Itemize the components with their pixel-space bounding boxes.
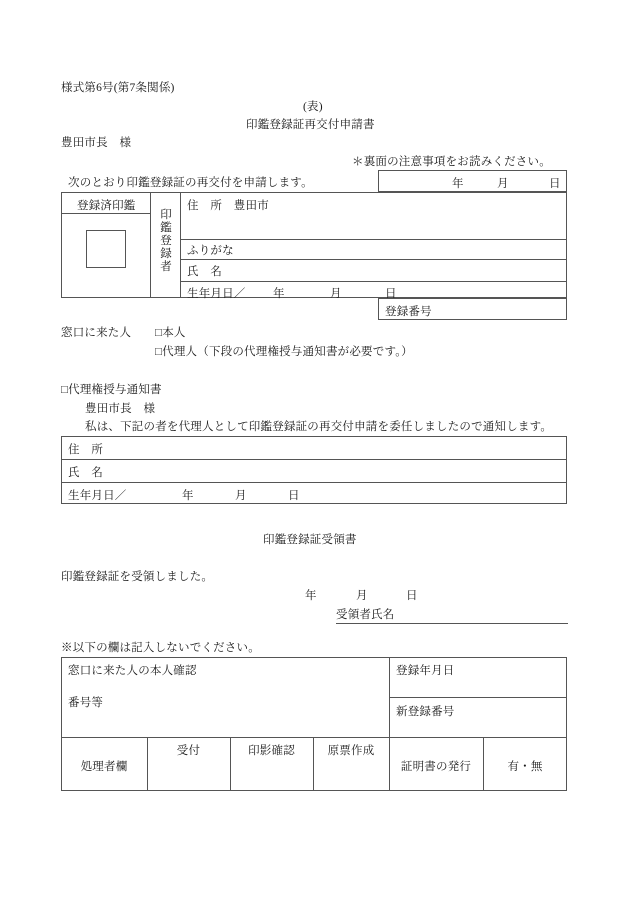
recipient-name-label: 受領者氏名 bbox=[336, 609, 395, 621]
intro-statement: 次のとおり印鑑登録証の再交付を申請します。 bbox=[68, 177, 313, 189]
delegation-name-label: 氏 名 bbox=[68, 467, 104, 479]
delegation-statement: 私は、下記の者を代理人として印鑑登録証の再交付申請を委任しましたので通知します。 bbox=[85, 421, 553, 433]
applicant-birth-year-label: 年 bbox=[273, 288, 285, 300]
receipt-title: 印鑑登録証受領書 bbox=[263, 534, 357, 546]
visitor-option-proxy[interactable]: □代理人（下段の代理権授与通知書が必要です。） bbox=[155, 346, 413, 358]
delegation-row-rule-2 bbox=[61, 482, 567, 483]
registration-number-label: 登録番号 bbox=[385, 306, 432, 318]
application-date-box[interactable] bbox=[378, 170, 567, 192]
date-year-label: 年 bbox=[452, 178, 464, 190]
applicant-address-label: 住 所 豊田市 bbox=[187, 200, 269, 212]
registration-date-label: 登録年月日 bbox=[396, 665, 455, 677]
addressee-mayor: 豊田市長 様 bbox=[61, 137, 132, 149]
applicant-table-divider-label bbox=[180, 192, 181, 298]
back-side-notice: ＊裏面の注意事項をお読みください。 bbox=[352, 156, 551, 168]
delegation-row-rule-1 bbox=[61, 459, 567, 460]
side-marker: (表) bbox=[303, 101, 323, 113]
applicant-birth-day-label: 日 bbox=[385, 288, 397, 300]
recipient-name-field[interactable] bbox=[336, 623, 568, 624]
visitor-label: 窓口に来た人 bbox=[61, 327, 132, 339]
applicant-birth-month-label: 月 bbox=[330, 288, 342, 300]
delegation-birth-label: 生年月日／ bbox=[68, 490, 127, 502]
applicant-row-rule-3 bbox=[180, 281, 567, 282]
seal-header-rule bbox=[61, 213, 150, 214]
receipt-statement: 印鑑登録証を受領しました。 bbox=[61, 571, 214, 583]
receipt-year-label: 年 bbox=[305, 590, 317, 602]
applicant-row-rule-1 bbox=[180, 239, 567, 240]
seal-header-label: 登録済印鑑 bbox=[77, 200, 136, 212]
applicant-furigana-label: ふりがな bbox=[187, 245, 234, 257]
page-title: 印鑑登録証再交付申請書 bbox=[246, 119, 375, 131]
official-right-rule bbox=[389, 697, 567, 698]
delegation-heading[interactable]: □代理権授与通知書 bbox=[61, 384, 162, 396]
number-etc-label: 番号等 bbox=[68, 697, 104, 709]
new-registration-number-label: 新登録番号 bbox=[396, 706, 455, 718]
seal-check-label: 印影確認 bbox=[248, 745, 295, 757]
date-month-label: 月 bbox=[497, 178, 509, 190]
receipt-day-label: 日 bbox=[406, 590, 418, 602]
delegation-addressee: 豊田市長 様 bbox=[85, 403, 156, 415]
delegation-table bbox=[61, 436, 567, 504]
delegation-address-label: 住 所 bbox=[68, 444, 104, 456]
official-use-notice: ※以下の欄は記入しないでください。 bbox=[61, 642, 260, 654]
visitor-option-self[interactable]: □本人 bbox=[155, 327, 186, 339]
applicant-vertical-label: 印鑑登録者 bbox=[159, 208, 171, 273]
applicant-table bbox=[61, 192, 567, 298]
official-table-main-rule bbox=[61, 737, 567, 738]
date-day-label: 日 bbox=[549, 178, 561, 190]
delegation-birth-month-label: 月 bbox=[235, 490, 247, 502]
applicant-name-label: 氏 名 bbox=[187, 266, 223, 278]
yes-no-label[interactable]: 有・無 bbox=[507, 761, 543, 773]
applicant-table-divider-seal bbox=[150, 192, 151, 298]
delegation-birth-year-label: 年 bbox=[182, 490, 194, 502]
seal-impression-area[interactable] bbox=[86, 230, 126, 268]
identity-check-label: 窓口に来た人の本人確認 bbox=[68, 665, 197, 677]
processor-label: 処理者欄 bbox=[80, 761, 128, 773]
record-creation-label: 原票作成 bbox=[327, 745, 375, 757]
certificate-issue-label: 証明書の発行 bbox=[400, 761, 472, 773]
applicant-row-rule-2 bbox=[180, 259, 567, 260]
receipt-month-label: 月 bbox=[356, 590, 368, 602]
applicant-birth-label: 生年月日／ bbox=[187, 288, 246, 300]
form-number: 様式第6号(第7条関係) bbox=[61, 82, 175, 94]
reception-label: 受付 bbox=[176, 745, 201, 757]
delegation-birth-day-label: 日 bbox=[288, 490, 300, 502]
